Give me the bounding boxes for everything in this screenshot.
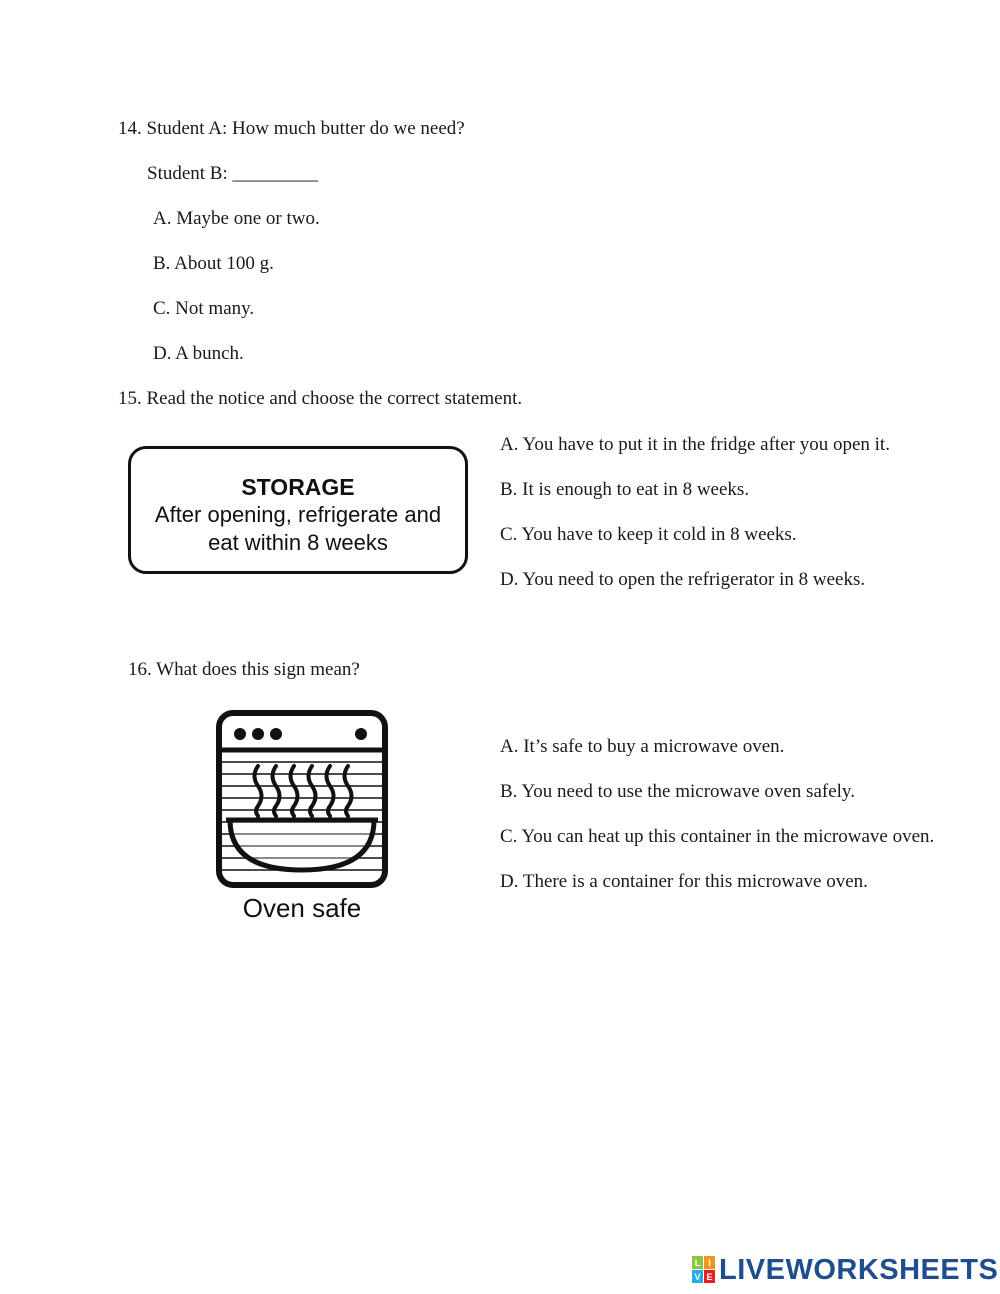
q16-option-d[interactable]: D. There is a container for this microwave oven. <box>500 871 868 892</box>
notice-title: STORAGE <box>241 474 355 500</box>
liveworksheets-logo[interactable] <box>692 1255 998 1285</box>
oven-safe-icon <box>216 710 388 888</box>
q16-option-c[interactable]: C. You can heat up this container in the microwave oven. <box>500 826 935 847</box>
logo-text: LIVEWORKSHEETS <box>719 1254 999 1286</box>
question-16: 16. What does this sign mean? <box>128 659 360 680</box>
notice-line-2: eat within 8 weeks <box>208 530 388 555</box>
q14-option-a[interactable]: A. Maybe one or two. <box>153 208 320 229</box>
oven-safe-caption: Oven safe <box>242 893 362 923</box>
svg-text:I: I <box>708 1258 711 1268</box>
notice-line-1: After opening, refrigerate and <box>154 502 442 527</box>
live-badge-icon <box>692 1256 716 1284</box>
q15-option-a[interactable]: A. You have to put it in the fridge after you open it. <box>500 434 890 455</box>
svg-text:E: E <box>706 1272 713 1282</box>
q15-option-b[interactable]: B. It is enough to eat in 8 weeks. <box>500 479 750 500</box>
question-14-prompt: Student B: _________ <box>147 163 319 184</box>
q16-option-b[interactable]: B. You need to use the microwave oven safely. <box>500 781 855 802</box>
q14-option-d[interactable]: D. A bunch. <box>153 343 244 364</box>
q16-option-a[interactable]: A. It’s safe to buy a microwave oven. <box>500 736 785 757</box>
q14-option-b[interactable]: B. About 100 g. <box>153 253 274 274</box>
svg-text:L: L <box>694 1258 701 1268</box>
question-15: 15. Read the notice and choose the correct statement. <box>118 388 523 409</box>
q15-option-d[interactable]: D. You need to open the refrigerator in 8 weeks. <box>500 569 866 590</box>
q15-option-c[interactable]: C. You have to keep it cold in 8 weeks. <box>500 524 797 545</box>
notice-body <box>131 501 465 557</box>
question-14: 14. Student A: How much butter do we need? <box>118 118 465 139</box>
q14-option-c[interactable]: C. Not many. <box>153 298 255 319</box>
svg-text:V: V <box>694 1272 701 1282</box>
storage-notice <box>128 446 468 574</box>
